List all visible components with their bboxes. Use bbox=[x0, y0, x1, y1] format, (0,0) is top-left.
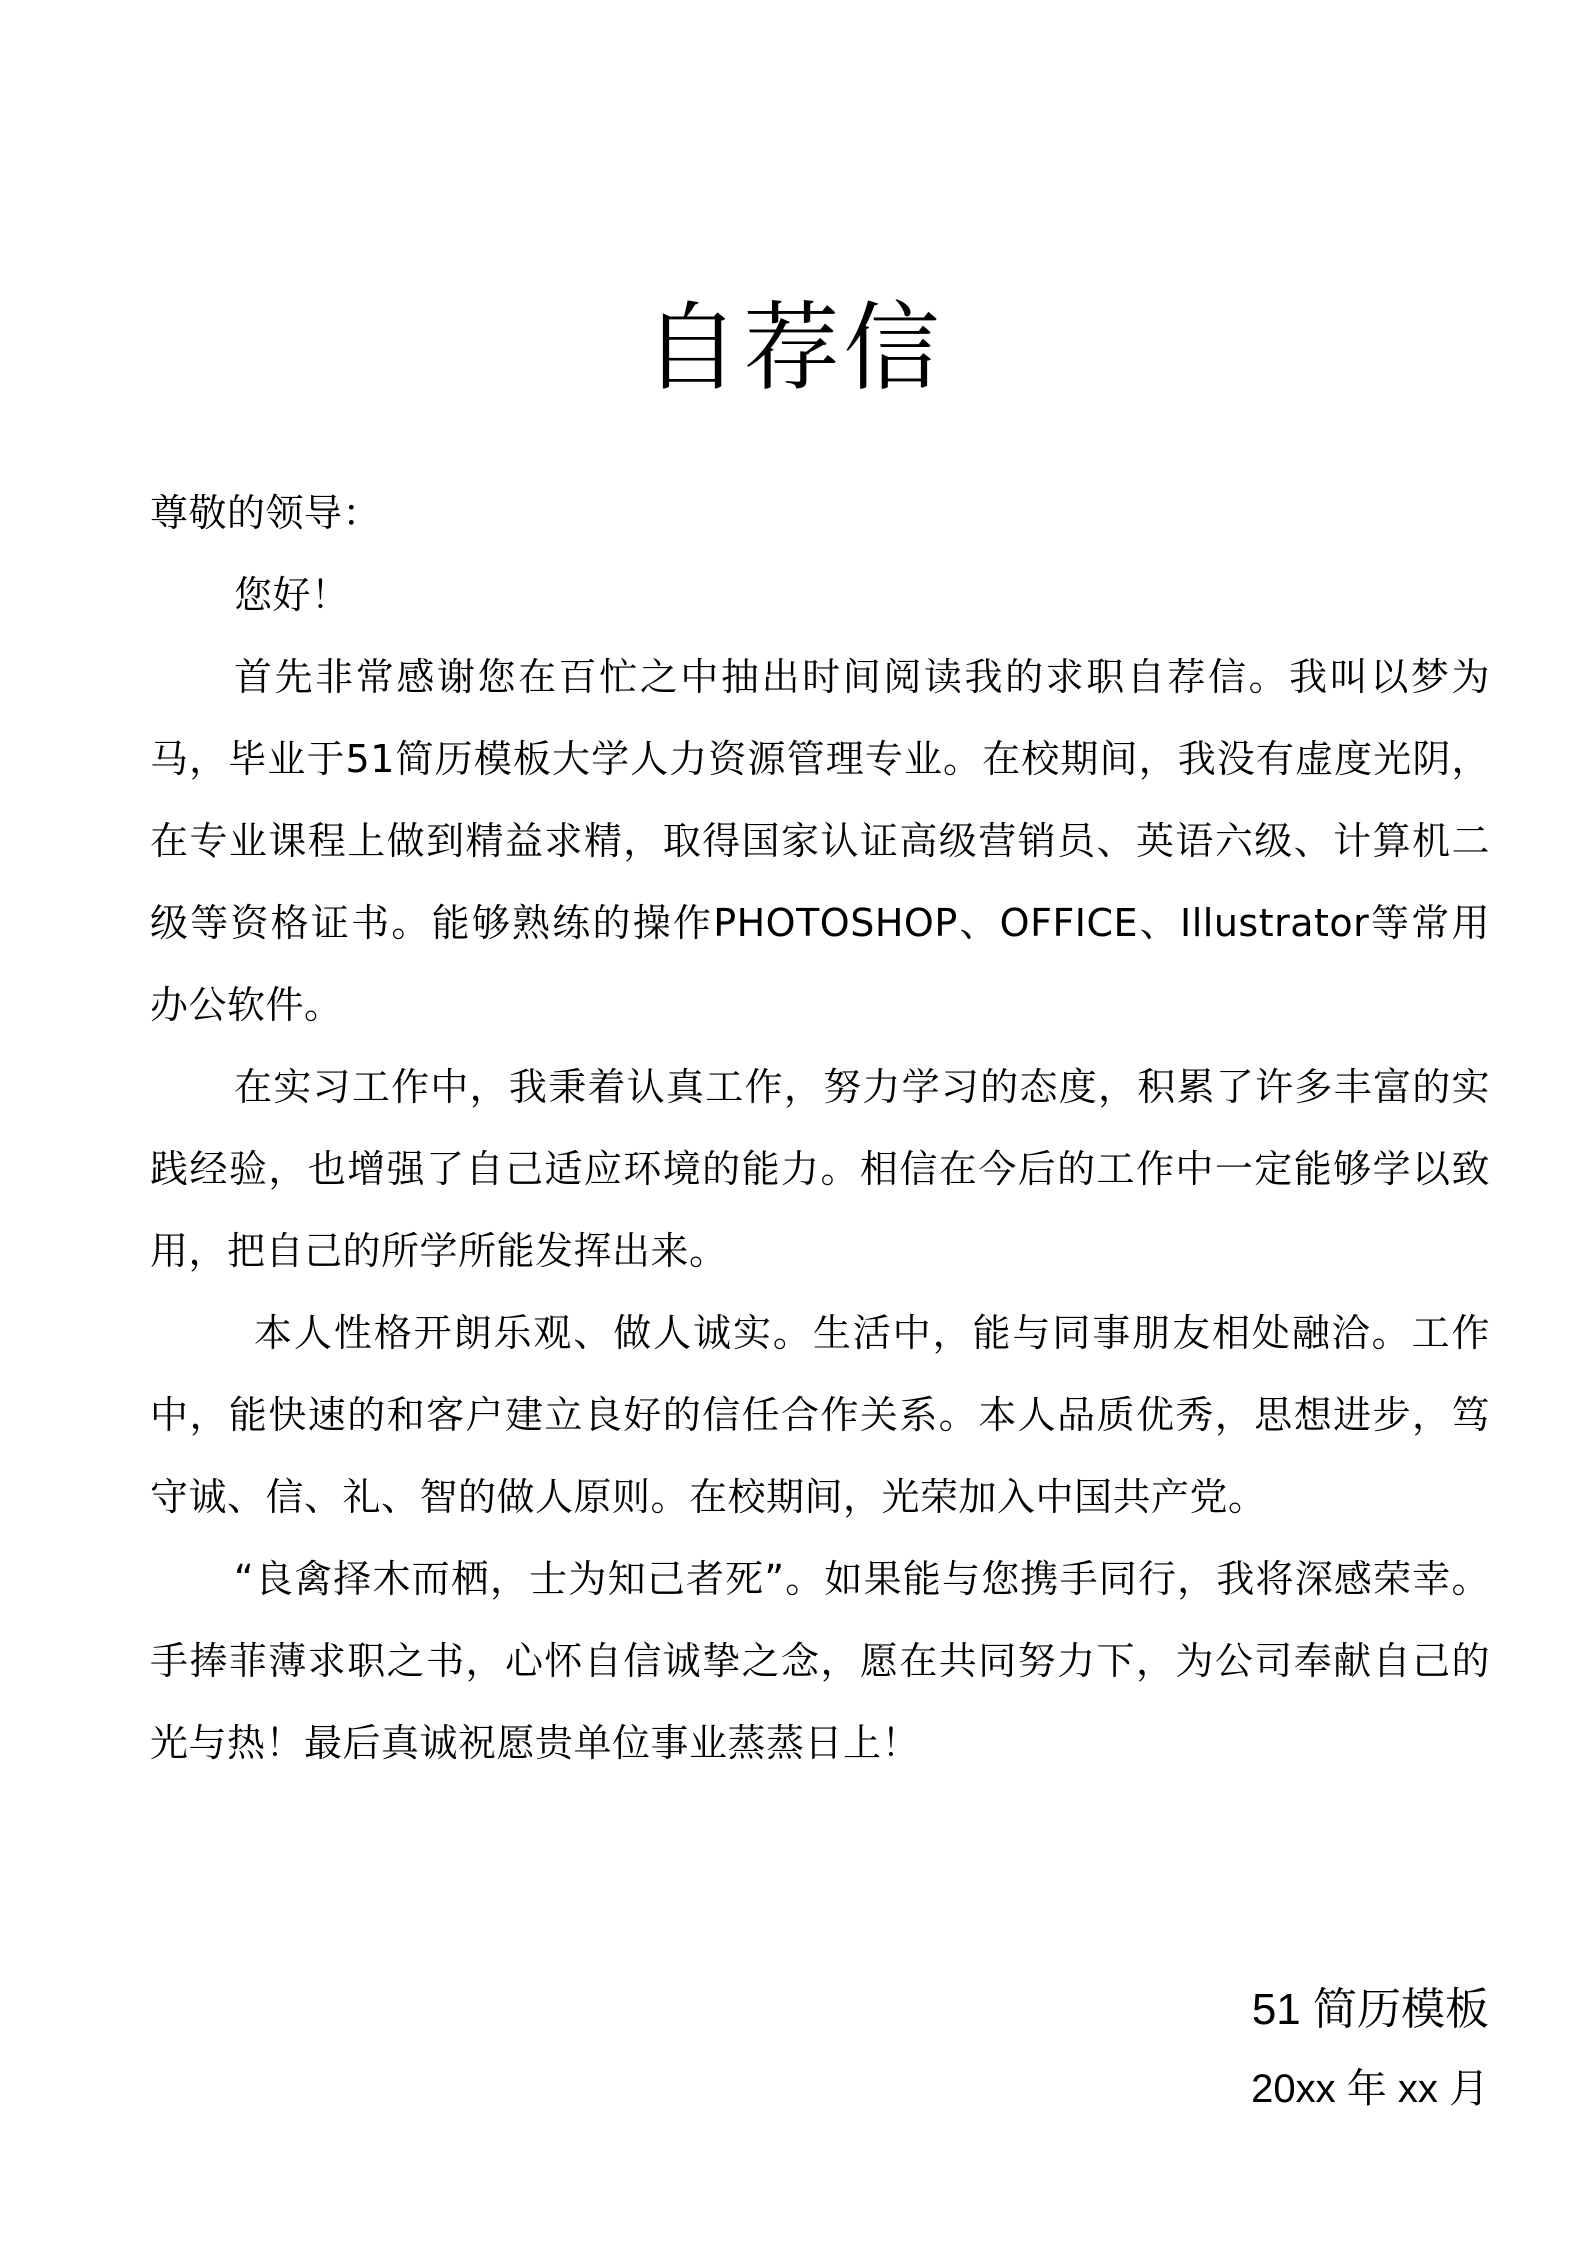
signature-name: 51 简历模板 bbox=[1251, 1985, 1489, 2034]
page-title: 自荐信 bbox=[643, 292, 944, 404]
paragraph-internship: 在实习工作中，我秉着认真工作，努力学习的态度，积累了许多丰富的实践经验，也增强了自己适应环境的能力。相信在今后的工作中一定能够学以致用，把自己的所学所能发挥出来。 bbox=[150, 1065, 1490, 1273]
signature-block bbox=[1251, 1975, 1489, 2125]
salutation: 尊敬的领导： bbox=[150, 491, 382, 535]
letter-body bbox=[150, 472, 1490, 1784]
greeting: 您好！ bbox=[234, 573, 350, 617]
paragraph-personality: 本人性格开朗乐观、做人诚实。生活中，能与同事朋友相处融洽。工作中，能快速的和客户建立良好的信任合作关系。本人品质优秀，思想进步，笃守诚、信、礼、智的做人原则。在校期间，光荣加入中国共产党。 bbox=[150, 1311, 1490, 1519]
signature-date: 20xx 年 xx 月 bbox=[1251, 2067, 1489, 2111]
paragraph-intro: 首先非常感谢您在百忙之中抽出时间阅读我的求职自荐信。我叫以梦为马，毕业于51简历模板大学人力资源管理专业。在校期间，我没有虚度光阴，在专业课程上做到精益求精，取得国家认证高级营销员、英语六级、计算机二级等资格证书。能够熟练的操作PHOTOSHOP、OFFICE、Illustrator等常用办公软件。 bbox=[150, 655, 1490, 1027]
paragraph-closing: “良禽择木而栖，士为知己者死”。如果能与您携手同行，我将深感荣幸。手捧菲薄求职之书，心怀自信诚挚之念，愿在共同努力下，为公司奉献自己的光与热！最后真诚祝愿贵单位事业蒸蒸日上！ bbox=[150, 1557, 1490, 1765]
